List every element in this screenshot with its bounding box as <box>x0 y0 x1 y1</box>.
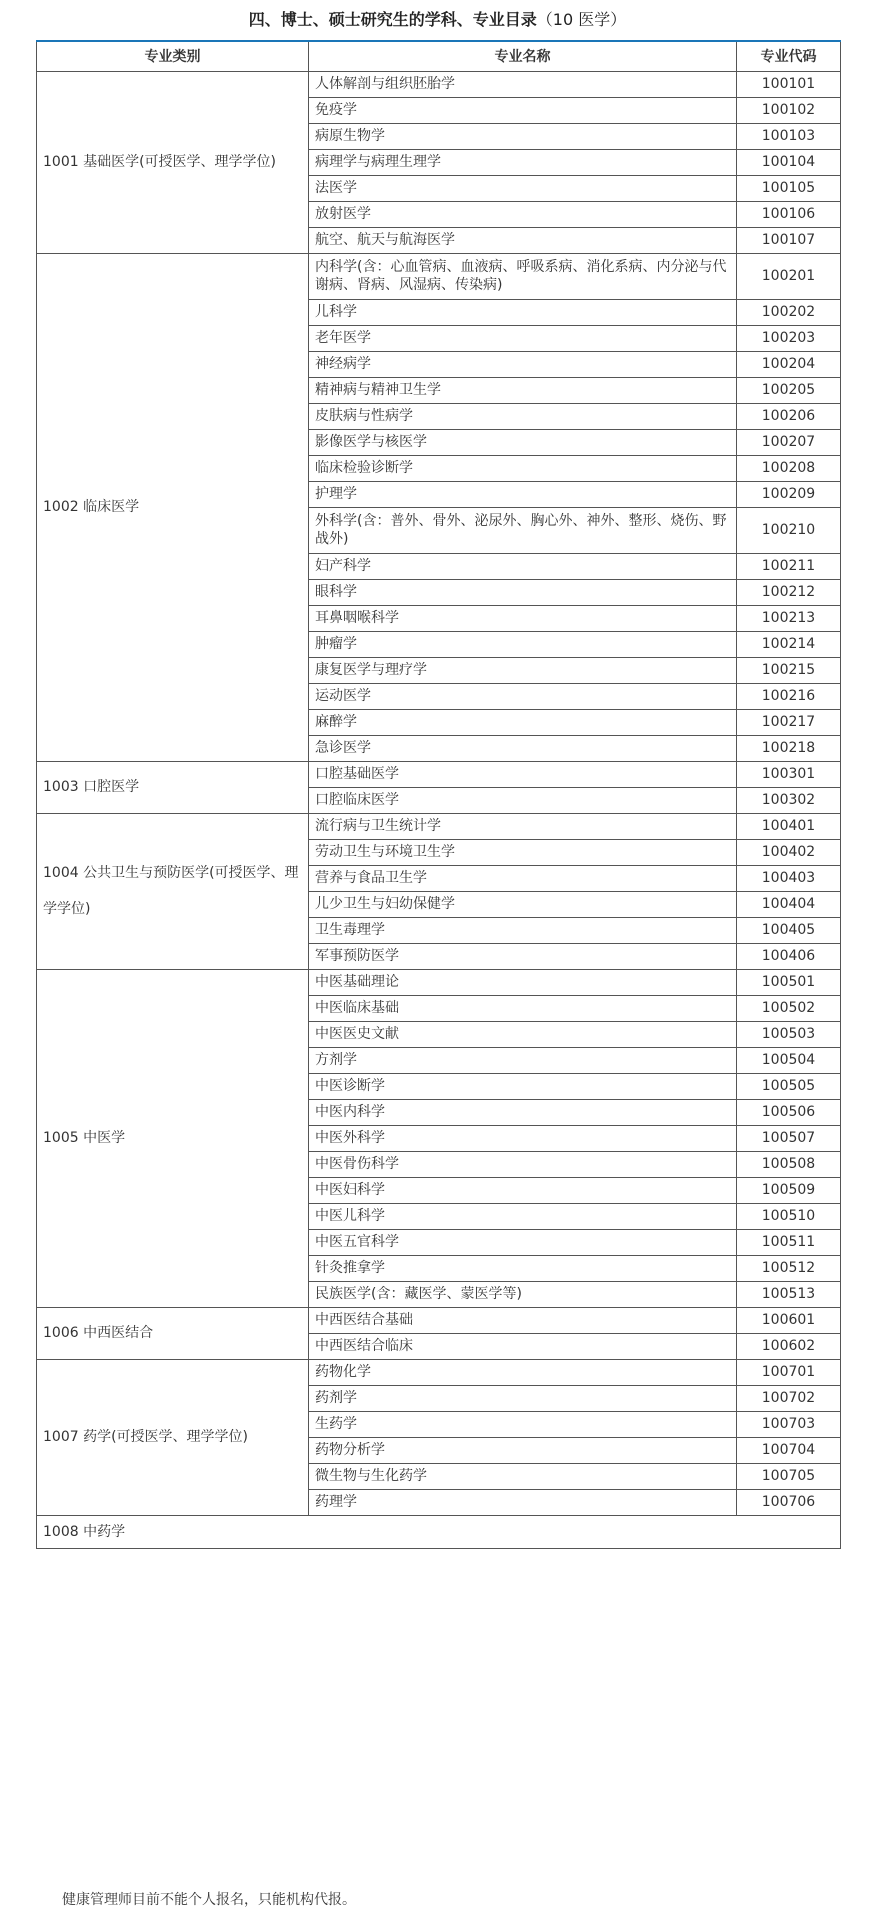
major-name-cell: 微生物与生化药学 <box>309 1463 737 1489</box>
table-header-row <box>37 41 841 71</box>
major-name-cell: 儿少卫生与妇幼保健学 <box>309 891 737 917</box>
major-code-cell: 100706 <box>737 1489 841 1515</box>
footer-note: 健康管理师目前不能个人报名，只能机构代报。 <box>62 1892 356 1908</box>
major-name-cell: 妇产科学 <box>309 553 737 579</box>
major-name-cell: 劳动卫生与环境卫生学 <box>309 839 737 865</box>
major-name-cell: 中西医结合基础 <box>309 1307 737 1333</box>
major-name-cell: 护理学 <box>309 481 737 507</box>
major-name-cell: 中医骨伤科学 <box>309 1151 737 1177</box>
major-code-cell: 100104 <box>737 149 841 175</box>
major-name-cell: 方剂学 <box>309 1047 737 1073</box>
major-name-cell: 麻醉学 <box>309 709 737 735</box>
major-name-cell: 老年医学 <box>309 325 737 351</box>
major-name-cell: 流行病与卫生统计学 <box>309 813 737 839</box>
major-name-cell: 中医内科学 <box>309 1099 737 1125</box>
major-name-cell: 病理学与病理生理学 <box>309 149 737 175</box>
major-name-cell: 生药学 <box>309 1411 737 1437</box>
major-code-cell: 100602 <box>737 1333 841 1359</box>
major-code-cell: 100509 <box>737 1177 841 1203</box>
major-code-cell: 100301 <box>737 761 841 787</box>
major-code-cell: 100506 <box>737 1099 841 1125</box>
table-row <box>37 969 841 995</box>
major-name-cell: 中医诊断学 <box>309 1073 737 1099</box>
major-code-cell: 100511 <box>737 1229 841 1255</box>
major-code-cell: 100406 <box>737 943 841 969</box>
major-code-cell: 100101 <box>737 71 841 97</box>
major-code-cell: 100701 <box>737 1359 841 1385</box>
category-cell: 1003 口腔医学 <box>37 761 309 813</box>
major-code-cell: 100204 <box>737 351 841 377</box>
major-code-cell: 100102 <box>737 97 841 123</box>
major-name-cell: 药剂学 <box>309 1385 737 1411</box>
major-code-cell: 100207 <box>737 429 841 455</box>
table-row <box>37 71 841 97</box>
major-code-cell: 100211 <box>737 553 841 579</box>
category-cell: 1004 公共卫生与预防医学(可授医学、理学学位) <box>37 813 309 969</box>
major-code-cell: 100510 <box>737 1203 841 1229</box>
major-name-cell: 临床检验诊断学 <box>309 455 737 481</box>
major-name-cell: 运动医学 <box>309 683 737 709</box>
major-name-cell: 急诊医学 <box>309 735 737 761</box>
major-code-cell: 100403 <box>737 865 841 891</box>
major-name-cell: 病原生物学 <box>309 123 737 149</box>
major-name-cell: 人体解剖与组织胚胎学 <box>309 71 737 97</box>
major-code-cell: 100210 <box>737 507 841 553</box>
major-code-cell: 100402 <box>737 839 841 865</box>
major-name-cell: 肿瘤学 <box>309 631 737 657</box>
major-name-cell: 卫生毒理学 <box>309 917 737 943</box>
major-code-cell: 100505 <box>737 1073 841 1099</box>
major-code-cell: 100214 <box>737 631 841 657</box>
title-suffix: （10 医学） <box>536 10 627 29</box>
major-name-cell: 中医医史文献 <box>309 1021 737 1047</box>
major-code-cell: 100202 <box>737 299 841 325</box>
major-name-cell: 内科学(含：心血管病、血液病、呼吸系病、消化系病、内分泌与代谢病、肾病、风湿病、传染病) <box>309 253 737 299</box>
major-code-cell: 100503 <box>737 1021 841 1047</box>
major-code-cell: 100201 <box>737 253 841 299</box>
major-code-cell: 100404 <box>737 891 841 917</box>
major-code-cell: 100107 <box>737 227 841 253</box>
category-cell: 1007 药学(可授医学、理学学位) <box>37 1359 309 1515</box>
major-code-cell: 100208 <box>737 455 841 481</box>
major-code-cell: 100507 <box>737 1125 841 1151</box>
major-name-cell: 神经病学 <box>309 351 737 377</box>
major-code-cell: 100703 <box>737 1411 841 1437</box>
major-code-cell: 100704 <box>737 1437 841 1463</box>
major-code-cell: 100106 <box>737 201 841 227</box>
major-code-cell: 100205 <box>737 377 841 403</box>
major-name-cell: 航空、航天与航海医学 <box>309 227 737 253</box>
major-name-cell: 精神病与精神卫生学 <box>309 377 737 403</box>
header-name: 专业名称 <box>309 41 737 71</box>
major-name-cell: 中医基础理论 <box>309 969 737 995</box>
major-code-cell: 100209 <box>737 481 841 507</box>
major-name-cell: 药物化学 <box>309 1359 737 1385</box>
major-code-cell: 100218 <box>737 735 841 761</box>
major-code-cell: 100216 <box>737 683 841 709</box>
major-name-cell: 康复医学与理疗学 <box>309 657 737 683</box>
major-code-cell: 100212 <box>737 579 841 605</box>
major-code-cell: 100302 <box>737 787 841 813</box>
major-code-cell: 100213 <box>737 605 841 631</box>
major-code-cell: 100401 <box>737 813 841 839</box>
major-name-cell: 儿科学 <box>309 299 737 325</box>
major-code-cell: 100206 <box>737 403 841 429</box>
major-name-cell: 中医妇科学 <box>309 1177 737 1203</box>
major-name-cell: 中医临床基础 <box>309 995 737 1021</box>
major-name-cell: 针灸推拿学 <box>309 1255 737 1281</box>
major-code-cell: 100217 <box>737 709 841 735</box>
major-code-cell: 100702 <box>737 1385 841 1411</box>
major-name-cell: 外科学(含：普外、骨外、泌尿外、胸心外、神外、整形、烧伤、野战外) <box>309 507 737 553</box>
title-main: 四、博士、硕士研究生的学科、专业目录 <box>248 10 537 29</box>
major-name-cell: 民族医学(含：藏医学、蒙医学等) <box>309 1281 737 1307</box>
category-cell: 1008 中药学 <box>37 1515 841 1548</box>
major-name-cell: 皮肤病与性病学 <box>309 403 737 429</box>
table-body <box>37 71 841 1548</box>
table-row <box>37 761 841 787</box>
table-row <box>37 253 841 299</box>
category-cell: 1005 中医学 <box>37 969 309 1307</box>
major-name-cell: 眼科学 <box>309 579 737 605</box>
major-code-cell: 100105 <box>737 175 841 201</box>
discipline-table <box>36 40 841 1549</box>
major-code-cell: 100502 <box>737 995 841 1021</box>
major-code-cell: 100501 <box>737 969 841 995</box>
major-name-cell: 免疫学 <box>309 97 737 123</box>
header-category: 专业类别 <box>37 41 309 71</box>
category-cell: 1001 基础医学(可授医学、理学学位) <box>37 71 309 253</box>
major-name-cell: 法医学 <box>309 175 737 201</box>
major-name-cell: 影像医学与核医学 <box>309 429 737 455</box>
major-code-cell: 100508 <box>737 1151 841 1177</box>
major-code-cell: 100215 <box>737 657 841 683</box>
major-code-cell: 100513 <box>737 1281 841 1307</box>
major-name-cell: 中医儿科学 <box>309 1203 737 1229</box>
major-name-cell: 药物分析学 <box>309 1437 737 1463</box>
major-name-cell: 药理学 <box>309 1489 737 1515</box>
table-row <box>37 813 841 839</box>
major-name-cell: 营养与食品卫生学 <box>309 865 737 891</box>
major-name-cell: 中医五官科学 <box>309 1229 737 1255</box>
major-name-cell: 中西医结合临床 <box>309 1333 737 1359</box>
major-name-cell: 放射医学 <box>309 201 737 227</box>
major-code-cell: 100601 <box>737 1307 841 1333</box>
major-code-cell: 100504 <box>737 1047 841 1073</box>
table-row <box>37 1359 841 1385</box>
major-name-cell: 耳鼻咽喉科学 <box>309 605 737 631</box>
page-title <box>0 0 875 40</box>
major-name-cell: 军事预防医学 <box>309 943 737 969</box>
major-code-cell: 100705 <box>737 1463 841 1489</box>
header-code: 专业代码 <box>737 41 841 71</box>
major-name-cell: 口腔临床医学 <box>309 787 737 813</box>
table-row <box>37 1515 841 1548</box>
table-row <box>37 1307 841 1333</box>
category-cell: 1002 临床医学 <box>37 253 309 761</box>
major-code-cell: 100103 <box>737 123 841 149</box>
major-code-cell: 100203 <box>737 325 841 351</box>
major-code-cell: 100405 <box>737 917 841 943</box>
major-name-cell: 口腔基础医学 <box>309 761 737 787</box>
category-cell: 1006 中西医结合 <box>37 1307 309 1359</box>
major-name-cell: 中医外科学 <box>309 1125 737 1151</box>
major-code-cell: 100512 <box>737 1255 841 1281</box>
